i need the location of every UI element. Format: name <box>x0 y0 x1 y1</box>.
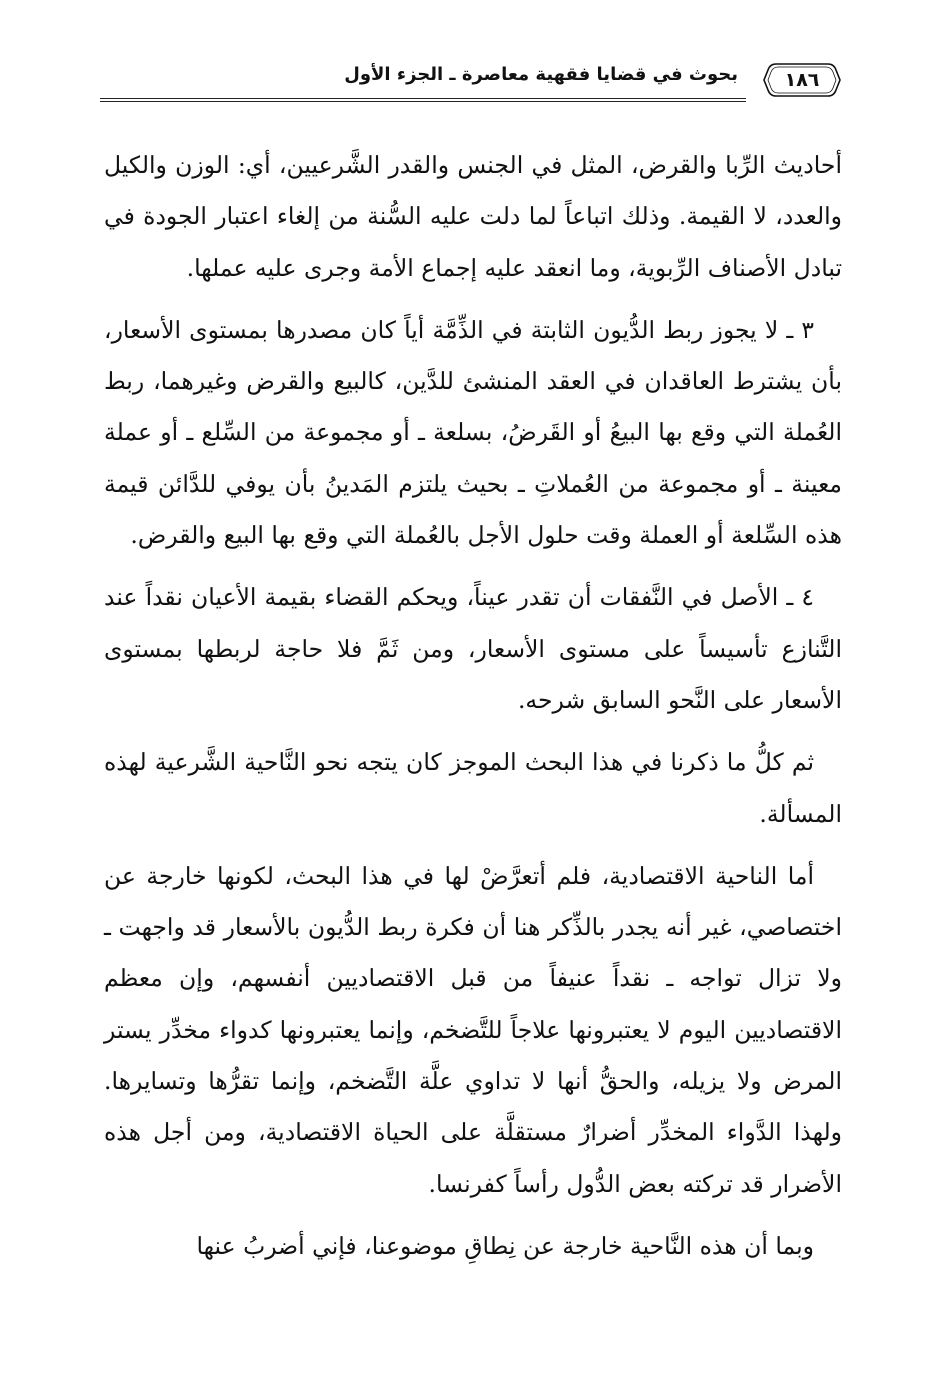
page-header <box>100 58 842 108</box>
page-number-badge <box>762 62 842 98</box>
paragraph: ٣ ـ لا يجوز ربط الدُّيون الثابتة في الذِّمَّة أياً كان مصدرها بمستوى الأسعار، بأن يشترط العاقدان في العقد المنشئ للدَّين، كالبيع والقرض وغيرهما، ربط العُملة التي وقع بها البيعُ أو القَرضُ، بسلعة ـ أو مجموعة من السِّلع ـ أو عملة معينة ـ أو مجموعة من العُملاتِ ـ بحيث يلتزم المَدينُ بأن يوفي للدَّائن قيمة هذه السِّلعة أو العملة وقت حلول الأجل بالعُملة التي وقع بها البيع والقرض. <box>104 315 842 550</box>
running-title: بحوث في قضايا فقهية معاصرة ـ الجزء الأول <box>344 64 738 85</box>
paragraph: ثم كلُّ ما ذكرنا في هذا البحث الموجز كان يتجه نحو النَّاحية الشَّرعية لهذه المسألة. <box>104 748 842 828</box>
page-number: ١٨٦ <box>784 69 820 91</box>
paragraph: وبما أن هذه النَّاحية خارجة عن نِطاقِ موضوعنا، فإني أضربُ عنها <box>196 1231 814 1260</box>
header-divider-secondary <box>100 101 746 102</box>
paragraph: أحاديث الرِّبا والقرض، المثل في الجنس والقدر الشَّرعيين، أي: الوزن والكيل والعدد، لا القيمة. وذلك اتباعاً لما دلت عليه السُّنة من إلغاء اعتبار الجودة في تبادل الأصناف الرِّبوية، وما انعقد عليه إجماع الأمة وجرى عليه عملها. <box>104 151 842 282</box>
header-divider <box>100 98 746 99</box>
paragraph: ٤ ـ الأصل في النَّفقات أن تقدر عيناً، ويحكم القضاء بقيمة الأعيان نقداً عند التَّنازع تأسيساً على مستوى الأسعار، ومن ثَمَّ فلا حاجة لربطها بمستوى الأسعار على النَّحو السابق شرحه. <box>104 583 842 714</box>
body-text <box>104 140 842 1283</box>
paragraph: أما الناحية الاقتصادية، فلم أتعرَّضْ لها في هذا البحث، لكونها خارجة عن اختصاصي، غير أنه يجدر بالذِّكر هنا أن فكرة ربط الدُّيون بالأسعار قد واجهت ـ ولا تزال تواجه ـ نقداً عنيفاً من قبل الاقتصاديين أنفسهم، وإن معظم الاقتصاديين اليوم لا يعتبرونها علاجاً للتَّضخم، وإنما يعتبرونها كدواء مخدِّر يستر المرض ولا يزيله، والحقُّ أنها لا تداوي علَّة التَّضخم، وإنما تقرُّها وتسايرها. ولهذا الدَّواء المخدِّر أضرارٌ مستقلَّة على الحياة الاقتصادية، ومن أجل هذه الأضرار قد تركته بعض الدُّول رأساً كفرنسا. <box>104 861 842 1198</box>
